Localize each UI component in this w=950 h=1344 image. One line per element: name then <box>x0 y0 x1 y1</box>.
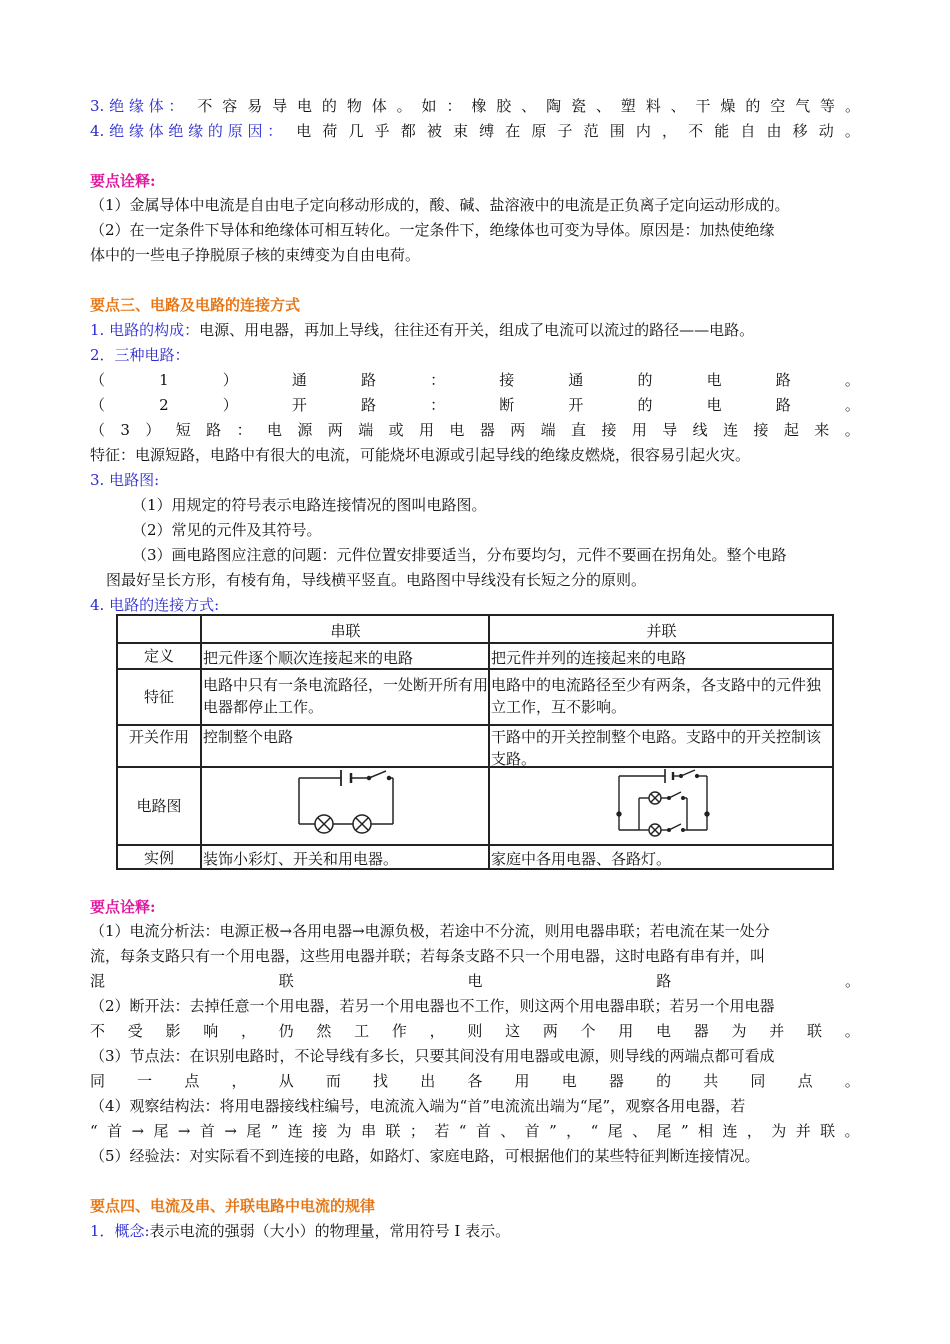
text-glyph: （ <box>90 421 106 439</box>
text-glyph: 混 <box>90 972 106 990</box>
method1-a: （1）电流分析法：电源正极→各用电器→电源负极，若途中不分流，则用电器串联；若电流在某一处分 <box>90 922 770 940</box>
text-glyph: “ <box>590 1122 599 1140</box>
text-glyph: 联 <box>385 1122 401 1140</box>
open-circuit-line <box>90 394 860 416</box>
text-glyph: 容 <box>222 97 238 115</box>
text-glyph: 或 <box>388 421 404 439</box>
example-parallel: 家庭中各用电器、各路灯。 <box>491 850 672 868</box>
text-glyph: 通 <box>291 371 307 389</box>
insulator-reason <box>90 120 860 142</box>
circuit-diagram-p3b: 图最好呈长方形，有棱有角，导线横平竖直。电路图中导线没有长短之分的原则。 <box>106 571 647 589</box>
text-glyph: 直 <box>571 421 587 439</box>
text-glyph: 塑 <box>620 97 636 115</box>
row-label-definition: 定义 <box>118 644 202 668</box>
text-glyph: 由 <box>766 122 782 140</box>
text-glyph: 2 <box>159 396 169 414</box>
insulator-label: 3. 绝 缘 体 ： <box>90 97 184 115</box>
current-concept-label: 1．概念: <box>90 1222 150 1240</box>
text-glyph: 、 <box>521 97 537 115</box>
switch-parallel: 干路中的开关控制整个电路。支路中的开关控制该支路。 <box>491 728 822 766</box>
circuit-composition-label: 1. 电路的构成： <box>90 321 200 339</box>
table-header-empty <box>118 616 202 642</box>
text-glyph: 这 <box>505 1022 521 1040</box>
text-glyph: 点 <box>797 1072 813 1090</box>
text-glyph: 在 <box>505 122 521 140</box>
text-glyph: 空 <box>770 97 786 115</box>
insulator-reason-label: 4. 绝 缘 体 绝 缘 的 原 因 ： <box>90 122 283 140</box>
text-glyph: 断 <box>499 396 515 414</box>
text-glyph: 用 <box>419 421 435 439</box>
method1-b: 流，每条支路只有一个用电器，这些用电器并联；若每条支路不只一个用电器，这时电路有串有并，叫 <box>90 947 766 965</box>
text-glyph: 路 <box>361 396 377 414</box>
text-glyph: 电 <box>449 421 465 439</box>
text-glyph: 被 <box>426 122 442 140</box>
text-glyph: → <box>224 1122 237 1140</box>
row-label-feature: 特征 <box>118 670 202 724</box>
text-glyph: 尾 <box>656 1122 672 1140</box>
current-concept <box>90 1220 860 1242</box>
text-glyph: 尾 <box>246 1122 262 1140</box>
text-glyph: ） <box>222 396 238 414</box>
text-glyph: 路 <box>656 972 672 990</box>
text-glyph: 联 <box>820 1122 836 1140</box>
text-glyph: 来 <box>814 421 830 439</box>
text-glyph: 端 <box>540 421 556 439</box>
definition-parallel: 把元件并列的连接起来的电路 <box>491 649 687 667</box>
text-glyph: 为 <box>771 1122 787 1140</box>
connection-table <box>116 614 834 870</box>
text-glyph: 1 <box>159 371 169 389</box>
text-glyph: 接 <box>753 421 769 439</box>
insulator-text <box>197 95 860 117</box>
text-glyph: 气 <box>795 97 811 115</box>
feature-parallel: 电路中的电流路径至少有两条，各支路中的元件独立工作，互不影响。 <box>491 676 822 716</box>
text-glyph: 用 <box>631 421 647 439</box>
text-glyph: 自 <box>740 122 756 140</box>
text-glyph: ， <box>746 1122 762 1140</box>
section4-title: 要点四、电流及串、并联电路中电流的规律 <box>90 1197 376 1215</box>
table-row <box>118 768 832 846</box>
text-glyph: 导 <box>272 97 288 115</box>
text-glyph: 如 <box>421 97 437 115</box>
text-glyph: 移 <box>792 122 808 140</box>
text-glyph: 电 <box>297 97 313 115</box>
parallel-diagram-cell <box>490 768 832 844</box>
text-glyph: 。 <box>844 97 860 115</box>
text-glyph: （ <box>90 396 106 414</box>
text-glyph: 个 <box>580 1022 596 1040</box>
row-label-diagram: 电路图 <box>118 768 202 844</box>
text-glyph: 、 <box>670 97 686 115</box>
text-glyph: 短 <box>175 421 191 439</box>
text-glyph: 束 <box>452 122 468 140</box>
text-glyph: 路 <box>775 371 791 389</box>
text-glyph: 都 <box>400 122 416 140</box>
text-glyph: 陶 <box>546 97 562 115</box>
text-glyph: 动 <box>818 122 834 140</box>
text-glyph: ： <box>430 396 446 414</box>
text-glyph: 串 <box>361 1122 377 1140</box>
text-glyph: 器 <box>693 1022 709 1040</box>
text-glyph: 接 <box>601 421 617 439</box>
text-glyph: ： <box>236 421 252 439</box>
text-glyph: 找 <box>373 1072 389 1090</box>
text-glyph: 不 <box>197 97 213 115</box>
text-glyph: 尾 <box>153 1122 169 1140</box>
text-glyph: 导 <box>662 421 678 439</box>
text-glyph: 连 <box>287 1122 303 1140</box>
text-glyph: 内 <box>635 122 651 140</box>
text-glyph: 电 <box>656 1022 672 1040</box>
text-glyph: 同 <box>750 1072 766 1090</box>
text-glyph: 然 <box>316 1022 332 1040</box>
text-glyph: 响 <box>203 1022 219 1040</box>
series-diagram-cell <box>202 768 490 844</box>
text-glyph: 等 <box>820 97 836 115</box>
text-glyph: 干 <box>695 97 711 115</box>
text-glyph: 影 <box>165 1022 181 1040</box>
text-glyph: 源 <box>297 421 313 439</box>
method2-b <box>90 1020 860 1042</box>
method3-a: （3）节点法：在识别电路时，不论导线有多长，只要其间没有用电器或电源，则导线的两端点都可看成 <box>90 1047 775 1065</box>
text-glyph: 首 <box>107 1122 123 1140</box>
method3-b <box>90 1070 860 1092</box>
text-glyph: 易 <box>247 97 263 115</box>
text-glyph: 路 <box>206 421 222 439</box>
text-glyph: 缚 <box>479 122 495 140</box>
text-glyph: 。 <box>844 371 860 389</box>
text-glyph: 的 <box>656 1072 672 1090</box>
text-glyph: 并 <box>769 1022 785 1040</box>
text-glyph: 器 <box>479 421 495 439</box>
text-glyph: ： <box>446 97 462 115</box>
text-glyph: 出 <box>420 1072 436 1090</box>
text-glyph: 荷 <box>322 122 338 140</box>
text-glyph: 接 <box>499 371 515 389</box>
text-glyph: ， <box>429 1022 445 1040</box>
text-glyph: 不 <box>688 122 704 140</box>
text-glyph: 。 <box>396 97 412 115</box>
text-glyph: 接 <box>312 1122 328 1140</box>
text-glyph: “ <box>458 1122 467 1140</box>
text-glyph: ” <box>549 1122 557 1140</box>
note1-paragraph-2b: 体中的一些电子挣脱原子核的束缚变为自由电荷。 <box>90 246 421 264</box>
text-glyph: ） <box>222 371 238 389</box>
parallel-circuit-diagram <box>491 768 832 842</box>
row-label-switch: 开关作用 <box>118 726 202 766</box>
row-label-example: 实例 <box>118 846 202 870</box>
note-title-1: 要点诠释: <box>90 172 156 190</box>
text-glyph: 同 <box>90 1072 106 1090</box>
text-glyph: 电 <box>467 972 483 990</box>
table-row <box>118 670 832 726</box>
circuit-composition-text: 电源、用电器，再加上导线，往往还有开关，组成了电流可以流过的路径——电路。 <box>199 321 755 339</box>
text-glyph: ” <box>270 1122 279 1140</box>
text-glyph: 。 <box>844 1072 860 1090</box>
text-glyph: 电 <box>706 396 722 414</box>
text-glyph: 范 <box>583 122 599 140</box>
text-glyph: 相 <box>698 1122 714 1140</box>
text-glyph: 的 <box>637 371 653 389</box>
method1-c <box>90 970 860 992</box>
method4-a: （4）观察结构法：将用电器接线柱编号，电流流入端为“首”电流流出端为“尾”，观察各用电器，若 <box>90 1097 746 1115</box>
method5: （5）经验法：对实际看不到连接的电路，如路灯、家庭电路，可根据他们的某些特征判断连接情况。 <box>90 1147 760 1165</box>
text-glyph: 通 <box>568 371 584 389</box>
text-glyph: 为 <box>731 1022 747 1040</box>
table-header-parallel: 并联 <box>646 622 677 640</box>
text-glyph: 、 <box>500 1122 516 1140</box>
text-glyph: 连 <box>723 421 739 439</box>
text-glyph: 原 <box>531 122 547 140</box>
text-glyph: 围 <box>609 122 625 140</box>
text-glyph: 燥 <box>720 97 736 115</box>
text-glyph: 。 <box>844 1022 860 1040</box>
text-glyph: 开 <box>291 396 307 414</box>
text-glyph: 。 <box>844 122 860 140</box>
current-concept-text: 表示电流的强弱（大小）的物理量，常用符号 I 表示。 <box>149 1222 511 1240</box>
text-glyph: ； <box>409 1122 425 1140</box>
text-glyph: 点 <box>184 1072 200 1090</box>
text-glyph: 若 <box>434 1122 450 1140</box>
three-circuits-label: 2．三种电路： <box>90 346 190 364</box>
text-glyph: 瓷 <box>570 97 586 115</box>
feature-series: 电路中只有一条电流路径，一处断开所有用电器都停止工作。 <box>202 670 490 724</box>
text-glyph: 尾 <box>607 1122 623 1140</box>
text-glyph: 用 <box>514 1072 530 1090</box>
text-glyph: 起 <box>783 421 799 439</box>
text-glyph: 器 <box>608 1072 624 1090</box>
text-glyph: 胶 <box>496 97 512 115</box>
text-glyph: 工 <box>354 1022 370 1040</box>
text-glyph: 、 <box>632 1122 648 1140</box>
text-glyph: 橡 <box>471 97 487 115</box>
text-glyph: 一 <box>137 1072 153 1090</box>
text-glyph: ， <box>240 1022 256 1040</box>
switch-series: 控制整个电路 <box>202 726 490 766</box>
text-glyph: ， <box>231 1072 247 1090</box>
text-glyph: 电 <box>266 421 282 439</box>
text-glyph: 料 <box>645 97 661 115</box>
text-glyph: 路 <box>361 371 377 389</box>
text-glyph: 两 <box>542 1022 558 1040</box>
table-header-row <box>118 616 832 644</box>
text-glyph: 开 <box>568 396 584 414</box>
text-glyph: 乎 <box>374 122 390 140</box>
circuit-diagram-label: 3. 电路图: <box>90 471 160 489</box>
text-glyph: 。 <box>844 396 860 414</box>
text-glyph: 两 <box>327 421 343 439</box>
text-glyph: 作 <box>391 1022 407 1040</box>
text-glyph: 。 <box>844 421 860 439</box>
short-circuit-line <box>90 419 860 441</box>
text-glyph: 电 <box>706 371 722 389</box>
text-glyph: 端 <box>358 421 374 439</box>
text-glyph: 仍 <box>278 1022 294 1040</box>
text-glyph: 各 <box>467 1072 483 1090</box>
definition-series: 把元件逐个顺次连接起来的电路 <box>202 644 490 668</box>
section3-title: 要点三、电路及电路的连接方式 <box>90 296 301 314</box>
text-glyph: 3 <box>120 421 130 439</box>
circuit-composition <box>90 319 860 341</box>
text-glyph: 。 <box>844 1122 860 1140</box>
text-glyph: → <box>131 1122 145 1140</box>
text-glyph: 能 <box>714 122 730 140</box>
text-glyph: 。 <box>844 972 860 990</box>
text-glyph: 体 <box>371 97 387 115</box>
short-circuit-feature: 特征：电源短路，电路中有很大的电流，可能烧坏电源或引起导线的绝缘皮燃烧，很容易引起火灾。 <box>90 446 751 464</box>
text-glyph: 电 <box>561 1072 577 1090</box>
text-glyph: → <box>177 1122 191 1140</box>
text-glyph: 则 <box>467 1022 483 1040</box>
text-glyph: 而 <box>325 1072 341 1090</box>
text-glyph: 联 <box>278 972 294 990</box>
circuit-diagram-p2: （2）常见的元件及其符号。 <box>132 521 322 539</box>
text-glyph: 几 <box>348 122 364 140</box>
text-glyph: “ <box>90 1122 98 1140</box>
text-glyph: 路 <box>775 396 791 414</box>
text-glyph: 联 <box>806 1022 822 1040</box>
note1-paragraph-2a: （2）在一定条件下导体和绝缘体可相互转化。一定条件下，绝缘体也可变为导体。原因是：加热使绝缘 <box>90 221 775 239</box>
text-glyph: （ <box>90 371 106 389</box>
note1-paragraph-1: （1）金属导体中电流是自由电子定向移动形成的，酸、碱、盐溶液中的电流是正负离子定向运动形成的。 <box>90 196 790 214</box>
text-glyph: 不 <box>90 1022 106 1040</box>
method2-a: （2）断开法：去掉任意一个用电器，若另一个用电器也不工作，则这两个用电器串联；若另一个用电器 <box>90 997 775 1015</box>
text-glyph: 线 <box>692 421 708 439</box>
circuit-diagram-p1: （1）用规定的符号表示电路连接情况的图叫电路图。 <box>132 496 487 514</box>
circuit-diagram-p3a: （3）画电路图应注意的问题：元件位置安排要适当，分布要均匀，元件不要画在拐角处。整个电路 <box>132 546 787 564</box>
table-row <box>118 846 832 870</box>
insulator-definition <box>90 95 860 117</box>
table-header-series: 串联 <box>202 616 490 642</box>
text-glyph: 的 <box>745 97 761 115</box>
text-glyph: ， <box>566 1122 582 1140</box>
text-glyph: 、 <box>595 97 611 115</box>
text-glyph: 子 <box>557 122 573 140</box>
text-glyph: ” <box>680 1122 689 1140</box>
closed-circuit-line <box>90 369 860 391</box>
series-circuit-diagram <box>203 768 490 842</box>
text-glyph: ） <box>145 421 161 439</box>
text-glyph: 首 <box>199 1122 215 1140</box>
text-glyph: 并 <box>795 1122 811 1140</box>
insulator-reason-text <box>296 120 860 142</box>
text-glyph: 为 <box>336 1122 352 1140</box>
text-glyph: 首 <box>475 1122 491 1140</box>
text-glyph: 用 <box>618 1022 634 1040</box>
text-glyph: 的 <box>637 396 653 414</box>
text-glyph: 首 <box>524 1122 540 1140</box>
text-glyph: 电 <box>296 122 312 140</box>
text-glyph: 两 <box>510 421 526 439</box>
text-glyph: 共 <box>703 1072 719 1090</box>
table-row <box>118 644 832 670</box>
table-row <box>118 726 832 768</box>
note-title-2: 要点诠释: <box>90 898 156 916</box>
text-glyph: 受 <box>127 1022 143 1040</box>
text-glyph: 连 <box>722 1122 738 1140</box>
text-glyph: 的 <box>321 97 337 115</box>
connection-methods-label: 4. 电路的连接方式: <box>90 596 220 614</box>
text-glyph: ， <box>661 122 677 140</box>
text-glyph: 物 <box>346 97 362 115</box>
text-glyph: ： <box>430 371 446 389</box>
example-series: 装饰小彩灯、开关和用电器。 <box>202 846 490 870</box>
text-glyph: 从 <box>278 1072 294 1090</box>
method4-b <box>90 1120 860 1142</box>
